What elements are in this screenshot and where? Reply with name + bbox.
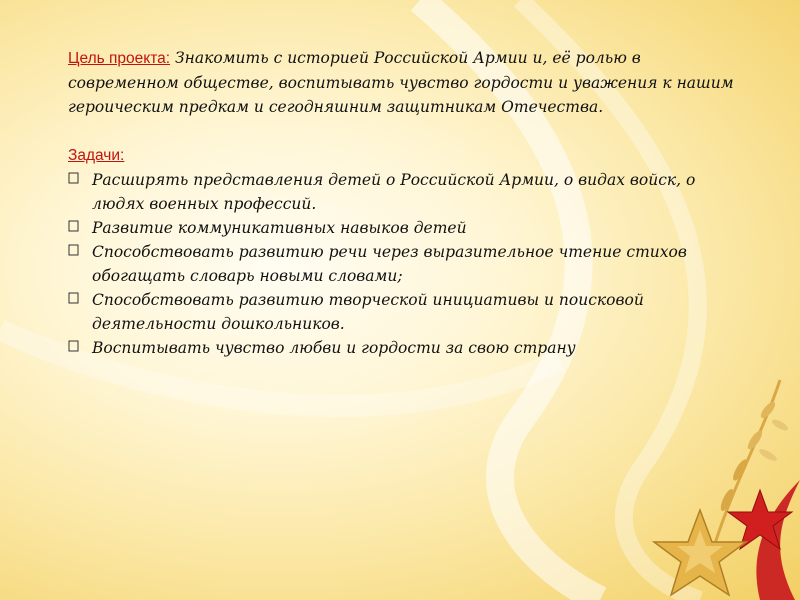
bullet-icon: [68, 168, 82, 190]
list-item: [68, 240, 748, 288]
bullet-icon: [68, 336, 82, 358]
task-text: Способствовать развитию речи через выразительное чтение стихов обогащать словарь новыми словами;: [92, 243, 687, 285]
task-text: Развитие коммуникативных навыков детей: [92, 219, 467, 237]
tasks-title: [68, 143, 748, 168]
goal-text: Знакомить с историей Российской Армии и, её ролью в современном обществе, воспитывать чувство гордости и уважения к нашим героическим предкам и сегодняшним защитникам Отечества.: [68, 49, 734, 116]
tasks-label: Задачи:: [68, 147, 125, 164]
bullet-icon: [68, 288, 82, 310]
list-item: [68, 336, 748, 360]
list-item: [68, 288, 748, 336]
bullet-icon: [68, 240, 82, 262]
list-item: [68, 216, 748, 240]
list-item: [68, 168, 748, 216]
goal-label: Цель проекта:: [68, 50, 171, 67]
task-text: Воспитывать чувство любви и гордости за свою страну: [92, 339, 576, 357]
task-text: Расширять представления детей о Российской Армии, о видах войск, о людях военных профессий.: [92, 171, 696, 213]
project-goal: [68, 46, 748, 119]
bullet-icon: [68, 216, 82, 238]
tasks-list: [68, 168, 748, 360]
task-text: Способствовать развитию творческой инициативы и поисковой деятельности дошкольников.: [92, 291, 644, 333]
star-laurel-ribbon-icon: [630, 370, 800, 600]
slide-content: [68, 46, 748, 360]
